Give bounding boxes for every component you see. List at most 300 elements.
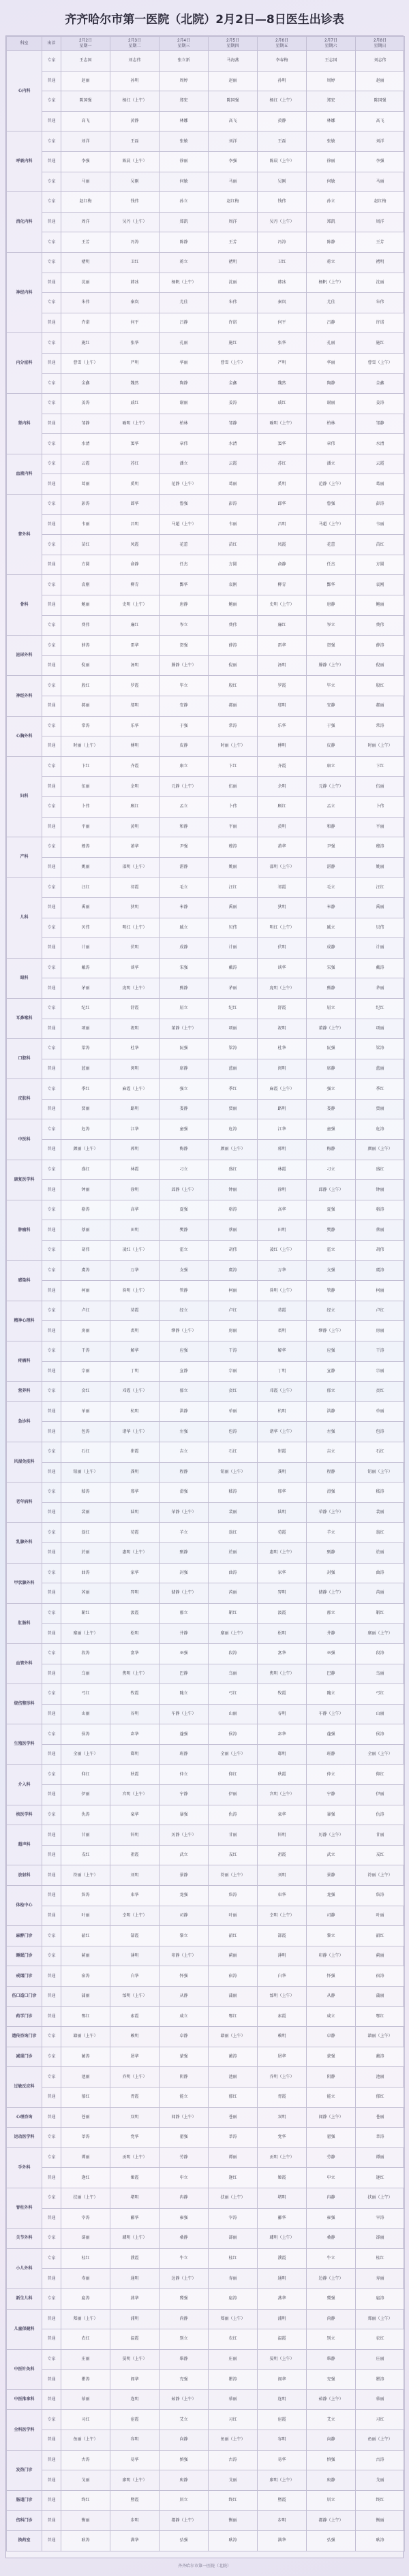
table-row xyxy=(7,1483,405,1503)
doctor-cell: 季红 xyxy=(61,1079,110,1100)
doctor-cell: 仲立 xyxy=(160,1765,209,1785)
doctor-cell: 方圆 xyxy=(61,555,110,575)
table-row xyxy=(7,2067,405,2088)
table-row xyxy=(7,716,405,736)
doctor-cell: 湛静 xyxy=(307,857,356,878)
table-row xyxy=(7,514,405,535)
doctor-cell: 计丽 xyxy=(61,938,110,959)
doctor-cell: 彭涛 xyxy=(209,495,258,515)
doctor-cell: 逄红 xyxy=(356,2168,405,2188)
session-type: 专家 xyxy=(42,1382,61,1402)
doctor-cell: 滕静（上午） xyxy=(160,655,209,676)
session-type: 普通 xyxy=(42,414,61,434)
doctor-cell: 濮霞 xyxy=(258,2248,307,2269)
doctor-cell: 孙立 xyxy=(160,192,209,213)
doctor-cell: 桑静 xyxy=(307,2229,356,2249)
session-type: 专家 xyxy=(42,252,61,273)
doctor-cell: 黄静 xyxy=(258,111,307,131)
doctor-cell: 叶丽 xyxy=(61,1906,110,1926)
doctor-cell: 戴涛 xyxy=(209,958,258,978)
doctor-cell: 谢丽 xyxy=(160,394,209,414)
table-row xyxy=(7,1160,405,1180)
doctor-cell: 羿明 xyxy=(110,1583,160,1604)
doctor-cell: 应强 xyxy=(160,1341,209,1362)
doctor-cell: 李强 xyxy=(61,151,110,172)
doctor-cell: 鄂红 xyxy=(209,2006,258,2027)
department-name: 超声科 xyxy=(7,1825,42,1865)
doctor-cell: 容明 xyxy=(258,2430,307,2451)
doctor-cell: 柴静 xyxy=(160,2349,209,2370)
doctor-cell: 向静 xyxy=(160,2430,209,2451)
doctor-cell: 危涛 xyxy=(356,1119,405,1140)
doctor-cell: 舒霞 xyxy=(110,998,160,1019)
doctor-cell: 景静 xyxy=(160,1865,209,1886)
doctor-cell: 栾华 xyxy=(258,1805,307,1825)
doctor-cell: 葛丽 xyxy=(356,474,405,495)
doctor-cell: 盛红 xyxy=(209,1160,258,1180)
doctor-cell: 闻静（上午） xyxy=(160,2107,209,2128)
doctor-cell: 邢华 xyxy=(110,1483,160,1503)
doctor-cell: 厉静（上午） xyxy=(307,1825,356,1846)
doctor-cell: 郭明 xyxy=(258,1140,307,1160)
doctor-cell: 浦明 xyxy=(110,2309,160,2329)
doctor-cell: 谷明 xyxy=(258,1704,307,1724)
doctor-cell: 石红 xyxy=(356,1442,405,1462)
doctor-cell: 终红 xyxy=(209,2490,258,2511)
doctor-cell: 宗丽 xyxy=(356,1361,405,1382)
doctor-cell: 康立 xyxy=(160,756,209,777)
doctor-cell: 郁立 xyxy=(307,1382,356,1402)
doctor-cell: 苍丽 xyxy=(61,2107,110,2128)
doctor-cell: 冉静 xyxy=(307,2188,356,2208)
doctor-cell: 施红 xyxy=(209,333,258,354)
doctor-cell: 鄂红 xyxy=(61,2006,110,2027)
doctor-cell: 古涛 xyxy=(61,2450,110,2470)
doctor-cell: 衡丽 xyxy=(356,2511,405,2531)
doctor-cell: 龙强 xyxy=(160,1886,209,1906)
doctor-cell: 柳青 xyxy=(258,575,307,595)
doctor-cell: 盛红 xyxy=(61,1160,110,1180)
department-name: 睡眠门诊 xyxy=(7,1946,42,1966)
doctor-cell: 丁明 xyxy=(110,1361,160,1382)
doctor-cell: 支强 xyxy=(307,1260,356,1281)
doctor-cell: 童强 xyxy=(307,1119,356,1140)
doctor-cell: 华丽 xyxy=(307,353,356,373)
doctor-cell: 詹涛 xyxy=(209,1886,258,1906)
doctor-cell: 郏丽（上午） xyxy=(61,2309,110,2329)
doctor-cell: 林娜 xyxy=(160,111,209,131)
doctor-cell: 索霞 xyxy=(258,2006,307,2027)
doctor-cell: 连明 xyxy=(258,2389,307,2410)
doctor-cell: 李强 xyxy=(209,151,258,172)
doctor-cell: 房丽 xyxy=(61,1321,110,1341)
doctor-cell: 禹丽 xyxy=(61,897,110,918)
session-type: 专家 xyxy=(42,2067,61,2088)
doctor-cell: 平丽 xyxy=(356,817,405,837)
table-row xyxy=(7,1180,405,1200)
doctor-cell: 颜丽（上午） xyxy=(61,1140,110,1160)
doctor-cell: 贲红 xyxy=(209,1382,258,1402)
doctor-cell: 颜丽（上午） xyxy=(356,1140,405,1160)
doctor-cell: 曲涛 xyxy=(356,1563,405,1583)
doctor-cell: 李强 xyxy=(356,151,405,172)
doctor-cell: 成静 xyxy=(307,938,356,959)
doctor-cell: 宣静 xyxy=(307,1361,356,1382)
doctor-cell: 蓝丽 xyxy=(356,1059,405,1079)
doctor-cell: 宗丽 xyxy=(61,1361,110,1382)
table-row xyxy=(7,1039,405,1059)
doctor-cell: 冉静 xyxy=(160,2188,209,2208)
doctor-cell: 任杰 xyxy=(160,555,209,575)
doctor-cell: 姚丽 xyxy=(61,857,110,878)
doctor-cell: 景静 xyxy=(307,1865,356,1886)
table-row xyxy=(7,1563,405,1583)
doctor-cell: 充强 xyxy=(160,2370,209,2390)
doctor-cell: 庞明（上午） xyxy=(258,978,307,999)
session-type: 专家 xyxy=(42,615,61,636)
session-type: 普通 xyxy=(42,1906,61,1926)
doctor-cell: 卫红 xyxy=(110,252,160,273)
doctor-cell: 钭明 xyxy=(258,1825,307,1846)
table-row xyxy=(7,2288,405,2309)
session-type: 普通 xyxy=(42,817,61,837)
doctor-cell: 宦霞 xyxy=(258,2410,307,2430)
doctor-cell: 从静 xyxy=(160,1987,209,2007)
table-row xyxy=(7,1624,405,1644)
session-type: 普通 xyxy=(42,212,61,232)
doctor-cell: 云霞 xyxy=(61,454,110,474)
doctor-cell: 鲁强 xyxy=(307,495,356,515)
doctor-cell: 暴强 xyxy=(307,1805,356,1825)
doctor-cell: 计丽 xyxy=(356,938,405,959)
doctor-cell: 汲霞 xyxy=(258,1603,307,1624)
doctor-cell: 邰明（上午） xyxy=(110,1987,160,2007)
session-type: 专家 xyxy=(42,51,61,72)
table-row xyxy=(7,2027,405,2047)
doctor-cell: 韩冰 xyxy=(110,273,160,293)
doctor-cell: 居立 xyxy=(160,2490,209,2511)
doctor-cell: 牛立 xyxy=(160,2248,209,2269)
session-type: 普通 xyxy=(42,897,61,918)
doctor-cell: 戈丽 xyxy=(356,2470,405,2491)
session-type: 专家 xyxy=(42,1643,61,1664)
doctor-cell: 项丽 xyxy=(209,1019,258,1039)
doctor-cell: 卓静 xyxy=(307,2027,356,2047)
doctor-cell: 宫明（上午） xyxy=(110,1785,160,1805)
session-type: 专家 xyxy=(42,1684,61,1705)
doctor-cell: 薛涛 xyxy=(209,636,258,656)
doctor-cell: 糜丽（上午） xyxy=(61,1624,110,1644)
doctor-cell: 山丽 xyxy=(61,1704,110,1724)
doctor-cell: 宰涛 xyxy=(356,2208,405,2229)
doctor-cell: 沈丽 xyxy=(356,273,405,293)
doctor-cell: 全丽（上午） xyxy=(61,1744,110,1765)
department-name: 关节外科 xyxy=(7,2229,42,2249)
doctor-cell: 古涛 xyxy=(209,2450,258,2470)
doctor-cell: 贾丽 xyxy=(61,1099,110,1119)
doctor-cell: 松明 xyxy=(258,1624,307,1644)
doctor-cell: 邹静 xyxy=(209,414,258,434)
doctor-cell: 蒋立 xyxy=(307,252,356,273)
doctor-cell: 狄明 xyxy=(110,897,160,918)
doctor-cell: 蓬强 xyxy=(160,1724,209,1745)
doctor-cell: 焦明（上午） xyxy=(110,1664,160,1684)
doctor-cell: 尤佳 xyxy=(160,293,209,313)
doctor-cell: 傅明 xyxy=(110,736,160,757)
doctor-cell: 郗明 xyxy=(110,1744,160,1765)
doctor-cell: 严明 xyxy=(110,353,160,373)
doctor-cell: 艾立 xyxy=(160,2410,209,2430)
session-type: 专家 xyxy=(42,796,61,817)
department-name: 肛肠科 xyxy=(7,1603,42,1643)
doctor-cell: 程静 xyxy=(160,1462,209,1483)
doctor-cell: 穆涛 xyxy=(209,837,258,858)
department-name: 妇科 xyxy=(7,756,42,837)
header-weekday: 星期五 xyxy=(275,44,288,48)
department-name: 过敏反应科 xyxy=(7,2067,42,2107)
doctor-cell: 水清 xyxy=(61,434,110,454)
doctor-cell: 卓静 xyxy=(160,2027,209,2047)
table-row xyxy=(7,1321,405,1341)
session-type: 普通 xyxy=(42,1401,61,1422)
doctor-cell: 金鑫 xyxy=(61,373,110,394)
session-type: 专家 xyxy=(42,676,61,696)
doctor-cell: 夏强 xyxy=(160,1200,209,1220)
doctor-cell: 郑宏 xyxy=(160,91,209,112)
doctor-cell: 杨红（上午） xyxy=(258,91,307,112)
doctor-cell: 熊静 xyxy=(160,978,209,999)
doctor-cell: 白华 xyxy=(110,1966,160,1987)
doctor-cell: 扈涛 xyxy=(209,2288,258,2309)
table-row xyxy=(7,1019,405,1039)
table-row xyxy=(7,615,405,636)
table-row xyxy=(7,655,405,676)
header-date: 2月5日 xyxy=(226,39,239,43)
table-row xyxy=(7,1906,405,1926)
doctor-cell: 高飞 xyxy=(209,111,258,131)
doctor-cell: 褚明 xyxy=(61,252,110,273)
doctor-cell: 充强 xyxy=(307,2370,356,2390)
doctor-cell: 司静 xyxy=(160,1906,209,1926)
doctor-cell: 武立 xyxy=(160,1845,209,1865)
doctor-cell: 张华 xyxy=(110,333,160,354)
header-day xyxy=(258,37,307,51)
doctor-cell: 蔡丽 xyxy=(356,1220,405,1241)
doctor-cell: 梅静 xyxy=(307,1140,356,1160)
table-row xyxy=(7,2329,405,2350)
doctor-cell: 马丽 xyxy=(61,172,110,192)
doctor-cell: 项丽 xyxy=(356,1019,405,1039)
doctor-cell: 宋强 xyxy=(160,958,209,978)
table-row xyxy=(7,1422,405,1442)
department-name: 中医科 xyxy=(7,1119,42,1160)
table-row xyxy=(7,1724,405,1745)
session-type: 专家 xyxy=(42,1442,61,1462)
department-name: 乳腺外科 xyxy=(7,1523,42,1563)
doctor-cell: 钱伟 xyxy=(110,192,160,213)
doctor-cell: 印静（上午） xyxy=(307,1946,356,1966)
doctor-cell: 郑宏 xyxy=(307,91,356,112)
doctor-cell: 明红（上午） xyxy=(110,918,160,938)
table-row xyxy=(7,1079,405,1100)
doctor-cell: 乐华 xyxy=(110,716,160,736)
doctor-cell: 松明 xyxy=(110,1624,160,1644)
session-type: 专家 xyxy=(42,535,61,555)
doctor-cell: 甘丽 xyxy=(209,1825,258,1846)
doctor-cell: 赵丽 xyxy=(356,71,405,91)
header-day xyxy=(356,37,405,51)
doctor-cell: 许诺 xyxy=(209,313,258,333)
doctor-cell: 昌明 xyxy=(110,514,160,535)
table-row xyxy=(7,1502,405,1523)
table-row xyxy=(7,1643,405,1664)
doctor-cell: 杭明 xyxy=(110,1401,160,1422)
doctor-cell: 贝伟 xyxy=(209,918,258,938)
table-row xyxy=(7,736,405,757)
session-type: 普通 xyxy=(42,2329,61,2350)
doctor-cell: 王芳 xyxy=(356,232,405,253)
doctor-cell: 双明 xyxy=(110,2107,160,2128)
doctor-cell: 胥霞 xyxy=(110,2087,160,2107)
table-row xyxy=(7,1099,405,1119)
doctor-cell: 贺强 xyxy=(307,636,356,656)
department-name: 烧伤整形科 xyxy=(7,1684,42,1724)
doctor-cell: 施红 xyxy=(61,333,110,354)
table-row xyxy=(7,111,405,131)
doctor-cell: 强立 xyxy=(307,1079,356,1100)
doctor-cell: 魏然 xyxy=(110,373,160,394)
table-row xyxy=(7,1281,405,1301)
doctor-cell: 咸立 xyxy=(307,2006,356,2027)
doctor-cell: 茅丽 xyxy=(209,978,258,999)
doctor-cell: 元静（上午） xyxy=(307,777,356,797)
doctor-cell: 夏强 xyxy=(307,1200,356,1220)
table-row xyxy=(7,1684,405,1705)
doctor-cell: 庾静 xyxy=(160,2470,209,2491)
doctor-cell: 别立 xyxy=(307,2329,356,2350)
doctor-cell: 徐明 xyxy=(110,1180,160,1200)
doctor-cell: 申立 xyxy=(160,2168,209,2188)
session-type: 专家 xyxy=(42,1200,61,1220)
doctor-cell: 司静 xyxy=(307,1906,356,1926)
table-row xyxy=(7,777,405,797)
doctor-cell: 唐静 xyxy=(307,595,356,616)
table-row xyxy=(7,1260,405,1281)
doctor-cell: 刘洋 xyxy=(356,131,405,152)
doctor-cell: 家华 xyxy=(110,1563,160,1583)
doctor-cell: 雷华 xyxy=(258,636,307,656)
doctor-cell: 危涛 xyxy=(209,1119,258,1140)
doctor-cell: 江华 xyxy=(110,1119,160,1140)
table-row xyxy=(7,918,405,938)
doctor-cell: 焦明（上午） xyxy=(258,1664,307,1684)
footer-note: 齐齐哈尔市第一医院（北院） xyxy=(177,2564,231,2569)
doctor-cell: 袁刚 xyxy=(61,575,110,595)
doctor-cell: 翁红 xyxy=(209,1523,258,1543)
doctor-cell: 贺强 xyxy=(160,636,209,656)
session-type: 专家 xyxy=(42,2349,61,2370)
doctor-cell: 屈立 xyxy=(307,998,356,1019)
doctor-cell: 郦华 xyxy=(258,2208,307,2229)
doctor-cell: 叶丽 xyxy=(209,1906,258,1926)
doctor-cell: 骆涛 xyxy=(356,1200,405,1220)
doctor-cell: 费伟 xyxy=(61,615,110,636)
doctor-cell: 荣静（上午） xyxy=(160,1502,209,1523)
doctor-cell: 谢丽 xyxy=(307,394,356,414)
doctor-cell: 裴丽 xyxy=(209,1502,258,1523)
doctor-cell: 尚静 xyxy=(160,2309,209,2329)
doctor-cell: 巴静 xyxy=(160,1664,209,1684)
doctor-cell: 狄明 xyxy=(258,897,307,918)
table-row xyxy=(7,71,405,91)
doctor-cell: 仰红 xyxy=(356,1765,405,1785)
doctor-cell: 荣静（上午） xyxy=(307,1502,356,1523)
department-name: 口腔科 xyxy=(7,1039,42,1079)
session-type: 专家 xyxy=(42,495,61,515)
session-type: 普通 xyxy=(42,2470,61,2491)
doctor-cell: 刁立 xyxy=(307,1160,356,1180)
doctor-cell: 车静（上午） xyxy=(307,1704,356,1724)
doctor-cell: 范静（上午） xyxy=(307,474,356,495)
doctor-cell: 余明 xyxy=(110,777,160,797)
doctor-cell: 武立 xyxy=(307,1845,356,1865)
table-row xyxy=(7,1140,405,1160)
doctor-cell: 谷明 xyxy=(110,1704,160,1724)
doctor-cell: 祖霞 xyxy=(110,1845,160,1865)
doctor-cell: 苗红 xyxy=(61,535,110,555)
doctor-cell: 祁霞 xyxy=(110,878,160,898)
doctor-cell: 吉立 xyxy=(307,1442,356,1462)
doctor-cell: 高华 xyxy=(258,1200,307,1220)
session-type: 普通 xyxy=(42,1624,61,1644)
doctor-cell: 储静（上午） xyxy=(307,1583,356,1604)
doctor-cell: 印静（上午） xyxy=(160,1946,209,1966)
table-row xyxy=(7,998,405,1019)
doctor-cell: 伍丽 xyxy=(61,777,110,797)
table-row xyxy=(7,2370,405,2390)
doctor-cell: 葛丽 xyxy=(209,474,258,495)
doctor-cell: 姚丽 xyxy=(356,857,405,878)
doctor-cell: 寿丽 xyxy=(61,2269,110,2289)
doctor-cell: 凌红（上午） xyxy=(110,1241,160,1261)
doctor-cell: 鱼丽（上午） xyxy=(61,2430,110,2451)
doctor-cell: 王磊 xyxy=(110,131,160,152)
session-type: 专家 xyxy=(42,1039,61,1059)
doctor-cell: 卫红 xyxy=(258,252,307,273)
doctor-cell: 宿涛 xyxy=(61,1966,110,1987)
doctor-cell: 苍丽 xyxy=(356,2107,405,2128)
session-type: 普通 xyxy=(42,736,61,757)
header-weekday: 星期日 xyxy=(374,44,387,48)
doctor-cell: 盛红 xyxy=(356,1160,405,1180)
doctor-cell: 茅丽 xyxy=(356,978,405,999)
doctor-cell: 季红 xyxy=(209,1079,258,1100)
table-row xyxy=(7,2107,405,2128)
doctor-cell: 阴静 xyxy=(307,2067,356,2088)
header-day xyxy=(209,37,258,51)
doctor-cell: 穆涛 xyxy=(356,837,405,858)
doctor-cell: 潘立 xyxy=(160,454,209,474)
doctor-cell: 陶静 xyxy=(160,373,209,394)
header-date: 2月7日 xyxy=(324,39,337,43)
session-type: 专家 xyxy=(42,1260,61,1281)
table-row xyxy=(7,1361,405,1382)
department-name: 眼科 xyxy=(7,958,42,998)
doctor-cell: 慎强 xyxy=(307,2450,356,2470)
doctor-cell: 黎立 xyxy=(160,1926,209,1946)
doctor-cell: 羊立 xyxy=(160,1523,209,1543)
table-row xyxy=(7,1664,405,1684)
